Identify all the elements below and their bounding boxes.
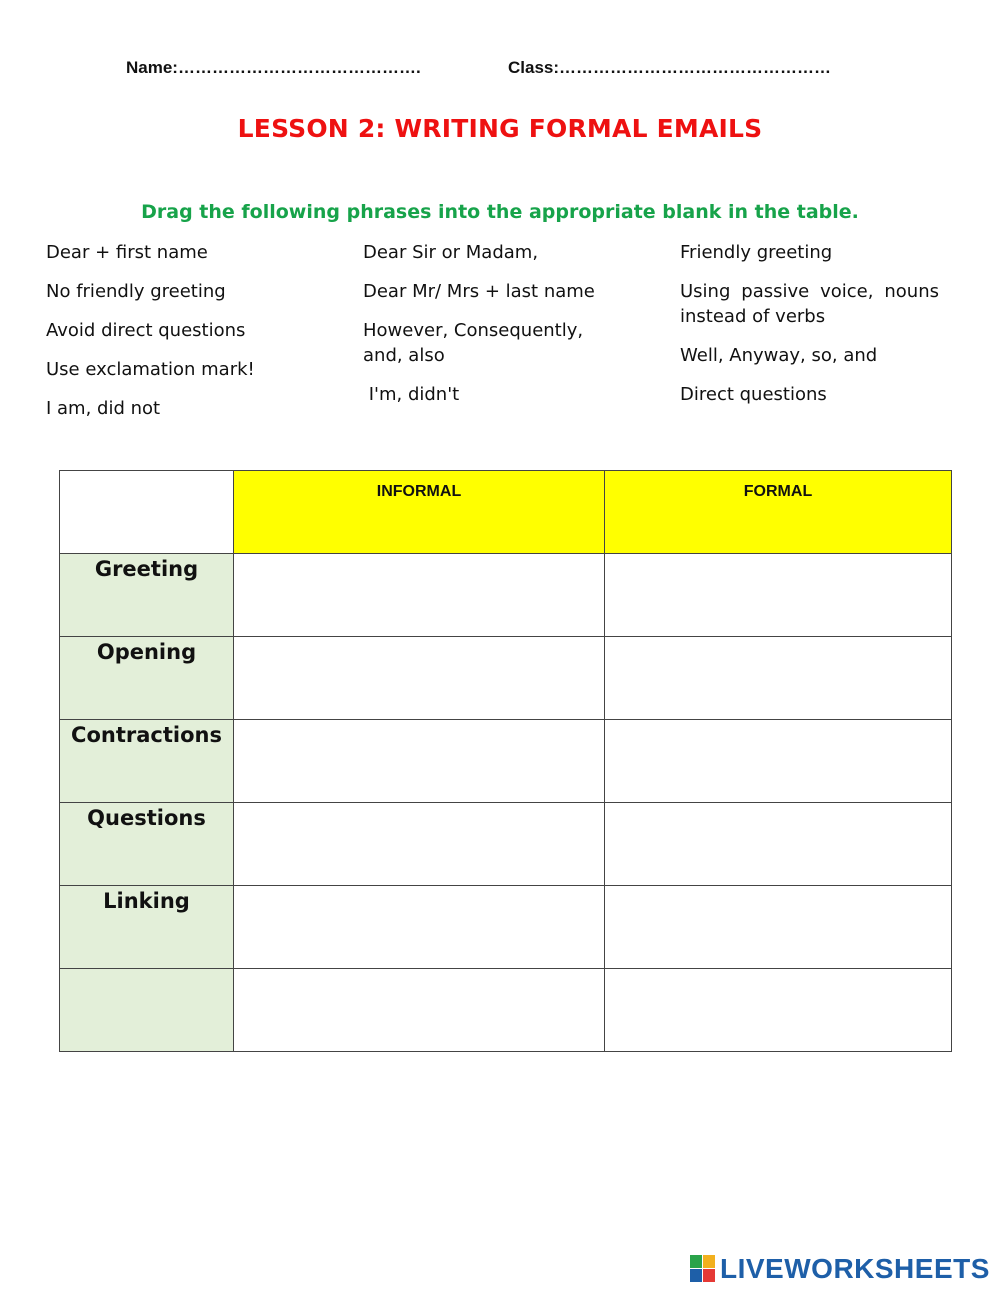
draggable-phrase[interactable]: Dear Mr/ Mrs + last name bbox=[363, 281, 595, 302]
table-row bbox=[60, 803, 952, 886]
page-title: LESSON 2: WRITING FORMAL EMAILS bbox=[237, 114, 763, 143]
header-formal: FORMAL bbox=[605, 471, 952, 554]
draggable-phrase[interactable]: Avoid direct questions bbox=[46, 320, 246, 341]
header-blank-cell bbox=[60, 471, 234, 554]
row-label: Questions bbox=[60, 803, 234, 886]
formal-drop-zone[interactable] bbox=[605, 554, 952, 637]
formal-drop-zone[interactable] bbox=[605, 886, 952, 969]
informal-drop-zone[interactable] bbox=[234, 803, 605, 886]
informal-drop-zone[interactable] bbox=[234, 637, 605, 720]
formal-drop-zone[interactable] bbox=[605, 803, 952, 886]
header-informal: INFORMAL bbox=[234, 471, 605, 554]
formal-drop-zone[interactable] bbox=[605, 969, 952, 1052]
row-label: Linking bbox=[60, 886, 234, 969]
name-field[interactable]: Name:……………………………………. bbox=[126, 58, 421, 77]
table-row bbox=[60, 886, 952, 969]
draggable-phrase[interactable]: Friendly greeting bbox=[680, 242, 833, 263]
table-row bbox=[60, 969, 952, 1052]
draggable-phrase[interactable]: Using passive voice, nouns instead of verbs bbox=[680, 281, 939, 327]
row-label: Opening bbox=[60, 637, 234, 720]
liveworksheets-logo-icon bbox=[690, 1255, 716, 1283]
draggable-phrase[interactable]: Well, Anyway, so, and bbox=[680, 345, 878, 366]
class-field[interactable]: Class:………………………………………… bbox=[508, 58, 832, 77]
table-row bbox=[60, 720, 952, 803]
table-header-row bbox=[60, 471, 952, 554]
row-label bbox=[60, 969, 234, 1052]
draggable-phrase[interactable]: Use exclamation mark! bbox=[46, 359, 255, 380]
sorting-table bbox=[59, 470, 952, 1052]
formal-drop-zone[interactable] bbox=[605, 637, 952, 720]
instruction-text: Drag the following phrases into the appropriate blank in the table. bbox=[141, 201, 859, 223]
informal-drop-zone[interactable] bbox=[234, 886, 605, 969]
table-row bbox=[60, 554, 952, 637]
table-row bbox=[60, 637, 952, 720]
liveworksheets-logo bbox=[690, 1252, 990, 1286]
draggable-phrase[interactable]: I'm, didn't bbox=[363, 384, 460, 405]
draggable-phrase[interactable]: I am, did not bbox=[46, 398, 161, 419]
draggable-phrase[interactable]: No friendly greeting bbox=[46, 281, 226, 302]
brand-name: LIVEWORKSHEETS bbox=[720, 1253, 990, 1284]
draggable-phrase[interactable]: Direct questions bbox=[680, 384, 827, 405]
formal-drop-zone[interactable] bbox=[605, 720, 952, 803]
draggable-phrase[interactable]: Dear Sir or Madam, bbox=[363, 242, 539, 263]
informal-drop-zone[interactable] bbox=[234, 554, 605, 637]
draggable-phrase[interactable]: Dear + first name bbox=[46, 242, 208, 263]
informal-drop-zone[interactable] bbox=[234, 969, 605, 1052]
informal-drop-zone[interactable] bbox=[234, 720, 605, 803]
draggable-phrase[interactable]: However, Consequently, and, also bbox=[363, 320, 584, 366]
row-label: Greeting bbox=[60, 554, 234, 637]
row-label: Contractions bbox=[60, 720, 234, 803]
